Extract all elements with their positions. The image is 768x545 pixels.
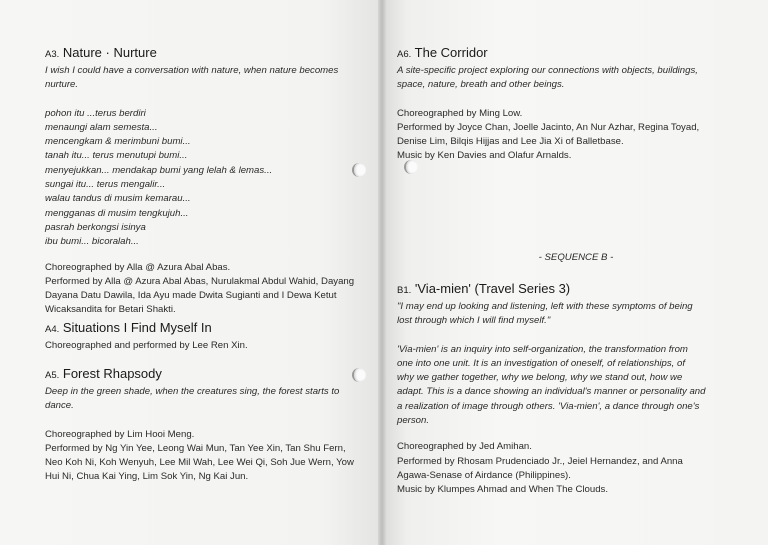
- credit-line: Denise Lim, Bilqis Hijjas and Lee Jia Xi of Balletbase.: [397, 136, 624, 148]
- credit-line: Choreographed and performed by Lee Ren Xin.: [45, 340, 248, 351]
- credit-line: Choreographed by Alla @ Azura Abal Abas.: [45, 261, 231, 273]
- poem-line: pohon itu ...terus berdiri: [45, 107, 146, 119]
- credit-line: Choreographed by Lim Hooi Meng.: [45, 428, 195, 440]
- poem-line: sungai itu... terus mengalir...: [45, 179, 166, 191]
- section-a5: A5. Forest Rhapsody Deep in the green shade, when the creatures sing, the forest starts to dance. Choreographed by Lim Hooi Meng. Performed by Ng Yin Yee, Leong Wai Mun, Tan Yee Xin, Tan Shu Fern, Neo Koh Ni, Koh Wenyuh, Lee Mil Wah, Lee Wei Qi, Soh Jue Wern, Yow Hui Ni, Chua Kai Ying, Lim Sok Yin, Ng Kai Jun.: [45, 366, 354, 485]
- section-title: A5. Forest Rhapsody: [45, 366, 162, 381]
- credit-line: Music by Klumpes Ahmad and When The Clouds.: [397, 484, 608, 496]
- credit-line: Neo Koh Ni, Koh Wenyuh, Lee Mil Wah, Lee Wei Qi, Soh Jue Wern, Yow: [45, 457, 354, 469]
- credit-line: Choreographed by Jed Amihan.: [397, 441, 532, 453]
- section-b1: B1. 'Via-mien' (Travel Series 3) "I may end up looking and listening, left with these symptoms of being lost through which I will find myself." 'Via-mien' is an inquiry into self-organization, the transformation from one into one unit. It is an investigation of oneself, of relationships, of why we gather together, why we belong, why we stand out, how we adapt. This is a dance showing an individual's manner or personality and a realization of image through others. 'Via-mien', a dance through one's person. Choreographed by Jed Amihan. Performed by Rhosam Prudenciado Jr., Jeiel Hernandez, and Anna Agawa-Senase of Airdance (Philippines). Music by Klumpes Ahmad and When The Clouds.: [397, 281, 705, 498]
- section-a3: A3. Nature · Nurture I wish I could have a conversation with nature, when nature becomes nurture. pohon itu ...terus berdiri menaungi alam semesta... mencengkam & merimbuni bumi... tanah itu... terus menutupi bumi... menyejukkan... mendakap bumi yang lelah & lemas... sungai itu... terus mengalir... walau tandus di musim kemarau... mengganas di musim tengkujuh... pasrah berkongsi isinya ibu bumi... bicoralah... Choreographed by Alla @ Azura Abal Abas. Performed by Alla @ Azura Abal Abas, Nurulakmal Abdul Wahid, Dayang Dayana Datu Dawila, Ida Ayu made Dwita Sugianti and I Dewa Ketut Wicaksandita for Betari Shakti.: [45, 45, 354, 318]
- credit-line: Agawa-Senase of Airdance (Philippines).: [397, 469, 571, 481]
- poem-line: pasrah berkongsi isinya: [45, 221, 146, 233]
- punch-hole: [352, 163, 366, 177]
- poem-line: mengganas di musim tengkujuh...: [45, 207, 189, 219]
- credit-line: Performed by Joyce Chan, Joelle Jacinto, An Nur Azhar, Regina Toyad,: [397, 121, 700, 133]
- credit-line: Performed by Rhosam Prudenciado Jr., Jeiel Hernandez, and Anna: [397, 455, 683, 467]
- poem-line: mencengkam & merimbuni bumi...: [45, 136, 191, 148]
- section-title: A3. Nature · Nurture: [45, 45, 157, 60]
- poem-line: ibu bumi... bicoralah...: [45, 236, 139, 248]
- section-a4: [45, 320, 248, 353]
- section-a6: A6. The Corridor A site-specific project exploring our connections with objects, buildings, space, nature, breath and other beings. Choreographed by Ming Low. Performed by Joyce Chan, Joelle Jacinto, An Nur Azhar, Regina Toyad, Denise Lim, Bilqis Hijjas and Lee Jia Xi of Balletbase. Music by Ken Davies and Olafur Arnalds.: [397, 45, 699, 164]
- sequence-heading: - SEQUENCE B -: [538, 252, 614, 263]
- credit-line: Music by Ken Davies and Olafur Arnalds.: [397, 150, 572, 162]
- credit-line: Hui Ni, Chua Kai Ying, Lim Sok Yin, Ng Kai Jun.: [45, 471, 249, 483]
- poem-line: menyejukkan... mendakap bumi yang lelah & lemas...: [45, 164, 273, 176]
- poem-line: menaungi alam semesta...: [45, 121, 158, 133]
- credit-line: Performed by Ng Yin Yee, Leong Wai Mun, Tan Yee Xin, Tan Shu Fern,: [45, 442, 346, 454]
- poem-line: walau tandus di musim kemarau...: [45, 193, 191, 205]
- poem-line: tanah itu... terus menutupi bumi...: [45, 150, 188, 162]
- book-spine: [378, 0, 386, 545]
- section-title: A6. The Corridor: [397, 45, 488, 60]
- credit-line: Dayana Datu Dawila, Ida Ayu made Dwita Sugianti and I Dewa Ketut: [45, 290, 337, 302]
- credit-line: Wicaksandita for Betari Shakti.: [45, 304, 176, 316]
- credit-line: Choreographed by Ming Low.: [397, 107, 523, 119]
- punch-hole: [352, 368, 366, 382]
- section-title: B1. 'Via-mien' (Travel Series 3): [397, 281, 571, 296]
- section-title: A4. Situations I Find Myself In: [45, 320, 212, 335]
- credit-line: Performed by Alla @ Azura Abal Abas, Nurulakmal Abdul Wahid, Dayang: [45, 275, 355, 287]
